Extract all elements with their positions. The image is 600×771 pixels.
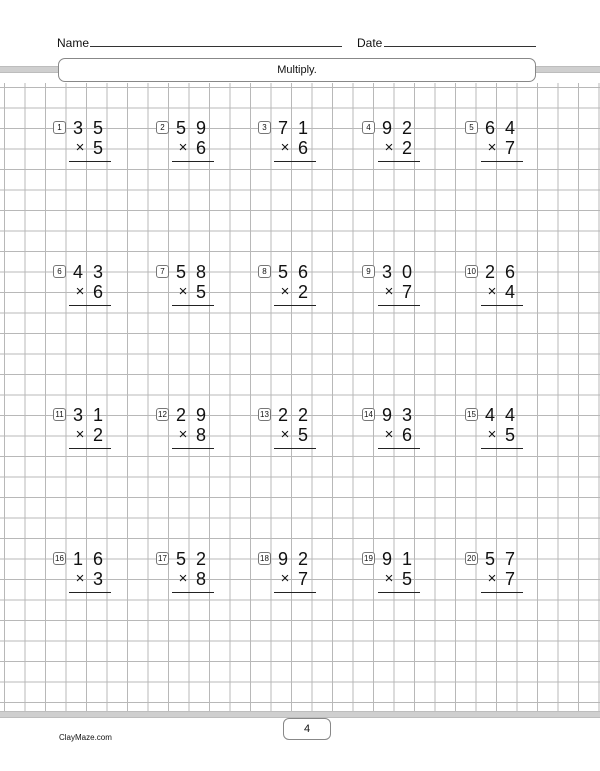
problem-16 (53, 549, 143, 595)
problem-14 (362, 405, 452, 451)
multiplicand-ones-digit: 5 (92, 118, 103, 138)
answer-rule (274, 161, 316, 162)
multiplicand-tens-digit: 2 (175, 405, 186, 425)
multiplier-digit: 7 (504, 138, 515, 158)
multiplicand-ones-digit: 4 (504, 118, 515, 138)
instructions-banner: Multiply. (58, 58, 536, 82)
graph-paper-grid (0, 83, 600, 715)
times-sign: × (487, 283, 497, 300)
multiplier-digit: 2 (401, 138, 412, 158)
problem-20 (465, 549, 555, 595)
answer-rule (69, 161, 111, 162)
times-sign: × (280, 426, 290, 443)
multiplicand-tens-digit: 2 (484, 262, 495, 282)
multiplicand-tens-digit: 9 (381, 405, 392, 425)
problem-5 (465, 118, 555, 164)
problem-number-badge: 4 (362, 121, 375, 134)
problem-number-badge: 15 (465, 408, 478, 421)
multiplier-digit: 2 (92, 425, 103, 445)
problem-10 (465, 262, 555, 308)
multiplicand-tens-digit: 4 (72, 262, 83, 282)
problem-number-badge: 11 (53, 408, 66, 421)
answer-rule (378, 448, 420, 449)
problem-15 (465, 405, 555, 451)
problem-number-badge: 14 (362, 408, 375, 421)
multiplier-digit: 8 (195, 425, 206, 445)
multiplicand-tens-digit: 3 (72, 405, 83, 425)
multiplicand-ones-digit: 1 (401, 549, 412, 569)
times-sign: × (487, 426, 497, 443)
problem-number-badge: 17 (156, 552, 169, 565)
times-sign: × (384, 426, 394, 443)
answer-rule (172, 448, 214, 449)
multiplicand-ones-digit: 2 (401, 118, 412, 138)
multiplicand-ones-digit: 4 (504, 405, 515, 425)
multiplicand-tens-digit: 6 (484, 118, 495, 138)
problem-1 (53, 118, 143, 164)
problem-number-badge: 20 (465, 552, 478, 565)
times-sign: × (178, 139, 188, 156)
multiplier-digit: 7 (504, 569, 515, 589)
problem-number-badge: 16 (53, 552, 66, 565)
times-sign: × (384, 570, 394, 587)
problem-12 (156, 405, 246, 451)
answer-rule (481, 161, 523, 162)
times-sign: × (384, 283, 394, 300)
multiplicand-tens-digit: 3 (72, 118, 83, 138)
problem-number-badge: 6 (53, 265, 66, 278)
multiplier-digit: 3 (92, 569, 103, 589)
worksheet-header (0, 0, 600, 62)
answer-rule (172, 161, 214, 162)
multiplier-digit: 5 (92, 138, 103, 158)
times-sign: × (280, 283, 290, 300)
footer-brand: ClayMaze.com (59, 733, 112, 742)
answer-rule (69, 448, 111, 449)
answer-rule (172, 305, 214, 306)
problem-6 (53, 262, 143, 308)
times-sign: × (75, 570, 85, 587)
problem-3 (258, 118, 348, 164)
multiplicand-ones-digit: 2 (297, 405, 308, 425)
multiplicand-tens-digit: 5 (277, 262, 288, 282)
multiplier-digit: 5 (504, 425, 515, 445)
multiplier-digit: 5 (195, 282, 206, 302)
answer-rule (69, 592, 111, 593)
multiplier-digit: 7 (401, 282, 412, 302)
answer-rule (172, 592, 214, 593)
times-sign: × (178, 570, 188, 587)
multiplicand-ones-digit: 6 (504, 262, 515, 282)
answer-rule (378, 161, 420, 162)
answer-rule (274, 448, 316, 449)
answer-rule (481, 592, 523, 593)
multiplicand-tens-digit: 9 (277, 549, 288, 569)
multiplier-digit: 4 (504, 282, 515, 302)
problem-11 (53, 405, 143, 451)
multiplier-digit: 6 (195, 138, 206, 158)
problem-number-badge: 5 (465, 121, 478, 134)
multiplier-digit: 8 (195, 569, 206, 589)
times-sign: × (75, 283, 85, 300)
problem-number-badge: 13 (258, 408, 271, 421)
multiplicand-ones-digit: 3 (92, 262, 103, 282)
answer-rule (378, 592, 420, 593)
page-number: 4 (283, 718, 331, 740)
multiplicand-tens-digit: 5 (175, 262, 186, 282)
problem-number-badge: 2 (156, 121, 169, 134)
times-sign: × (75, 139, 85, 156)
multiplicand-ones-digit: 1 (92, 405, 103, 425)
times-sign: × (178, 283, 188, 300)
problem-8 (258, 262, 348, 308)
problem-number-badge: 7 (156, 265, 169, 278)
answer-rule (69, 305, 111, 306)
multiplicand-tens-digit: 9 (381, 549, 392, 569)
multiplicand-ones-digit: 0 (401, 262, 412, 282)
multiplicand-ones-digit: 9 (195, 405, 206, 425)
multiplicand-ones-digit: 2 (195, 549, 206, 569)
multiplier-digit: 5 (297, 425, 308, 445)
multiplicand-tens-digit: 3 (381, 262, 392, 282)
multiplicand-ones-digit: 6 (92, 549, 103, 569)
problem-number-badge: 9 (362, 265, 375, 278)
answer-rule (378, 305, 420, 306)
date-label: Date (357, 36, 383, 50)
multiplier-digit: 5 (401, 569, 412, 589)
times-sign: × (280, 139, 290, 156)
answer-rule (481, 448, 523, 449)
problem-number-badge: 12 (156, 408, 169, 421)
times-sign: × (280, 570, 290, 587)
multiplier-digit: 6 (297, 138, 308, 158)
multiplier-digit: 7 (297, 569, 308, 589)
problem-7 (156, 262, 246, 308)
multiplicand-tens-digit: 4 (484, 405, 495, 425)
problem-number-badge: 10 (465, 265, 478, 278)
problem-19 (362, 549, 452, 595)
problem-17 (156, 549, 246, 595)
multiplier-digit: 6 (92, 282, 103, 302)
multiplicand-tens-digit: 9 (381, 118, 392, 138)
multiplicand-ones-digit: 1 (297, 118, 308, 138)
multiplicand-tens-digit: 5 (484, 549, 495, 569)
multiplier-digit: 6 (401, 425, 412, 445)
multiplier-digit: 2 (297, 282, 308, 302)
times-sign: × (75, 426, 85, 443)
date-line[interactable] (384, 46, 536, 47)
multiplicand-tens-digit: 5 (175, 118, 186, 138)
times-sign: × (487, 139, 497, 156)
multiplicand-tens-digit: 5 (175, 549, 186, 569)
name-line[interactable] (90, 46, 342, 47)
multiplicand-ones-digit: 9 (195, 118, 206, 138)
multiplicand-tens-digit: 2 (277, 405, 288, 425)
problem-number-badge: 8 (258, 265, 271, 278)
problem-13 (258, 405, 348, 451)
multiplicand-ones-digit: 8 (195, 262, 206, 282)
multiplicand-tens-digit: 1 (72, 549, 83, 569)
multiplicand-ones-digit: 3 (401, 405, 412, 425)
multiplicand-ones-digit: 6 (297, 262, 308, 282)
problem-4 (362, 118, 452, 164)
times-sign: × (487, 570, 497, 587)
problem-18 (258, 549, 348, 595)
times-sign: × (384, 139, 394, 156)
bottom-band (0, 711, 600, 718)
problem-number-badge: 3 (258, 121, 271, 134)
multiplicand-ones-digit: 7 (504, 549, 515, 569)
problem-2 (156, 118, 246, 164)
answer-rule (274, 592, 316, 593)
multiplicand-tens-digit: 7 (277, 118, 288, 138)
problem-number-badge: 1 (53, 121, 66, 134)
answer-rule (274, 305, 316, 306)
answer-rule (481, 305, 523, 306)
problem-number-badge: 18 (258, 552, 271, 565)
times-sign: × (178, 426, 188, 443)
name-label: Name (57, 36, 90, 50)
multiplicand-ones-digit: 2 (297, 549, 308, 569)
problem-9 (362, 262, 452, 308)
problem-number-badge: 19 (362, 552, 375, 565)
